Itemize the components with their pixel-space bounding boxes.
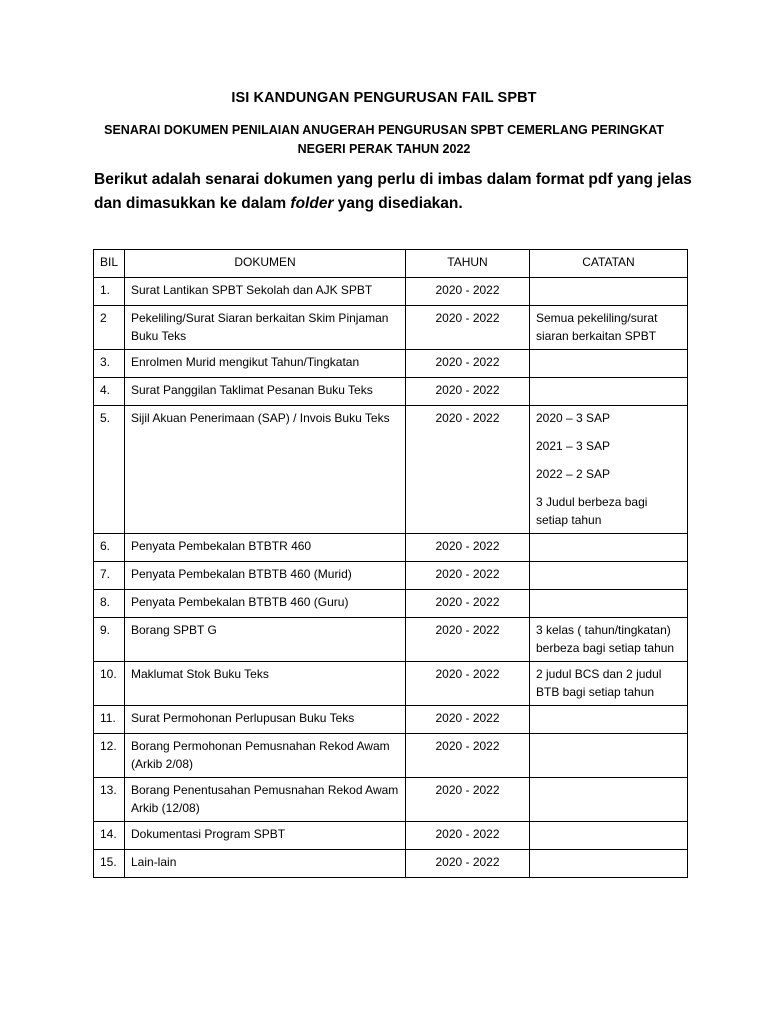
- cell-tahun: 2020 - 2022: [406, 734, 530, 778]
- table-row: [94, 562, 688, 590]
- cell-tahun: 2020 - 2022: [406, 278, 530, 306]
- cell-bil: 10.: [94, 662, 125, 706]
- intro-text-before: Berikut adalah senarai dokumen yang perlu di imbas dalam format pdf yang jelas dan dimasukkan ke dalam: [94, 171, 692, 212]
- cell-bil: 4.: [94, 378, 125, 406]
- document-title: ISI KANDUNGAN PENGURUSAN FAIL SPBT: [231, 90, 537, 106]
- cell-tahun: 2020 - 2022: [406, 306, 530, 350]
- catatan-note: 2020 – 3 SAP: [536, 411, 611, 425]
- table-row: [94, 850, 688, 878]
- table-row: [94, 406, 688, 534]
- cell-tahun: 2020 - 2022: [406, 590, 530, 618]
- cell-catatan: [530, 822, 688, 850]
- cell-dokumen: Maklumat Stok Buku Teks: [125, 662, 406, 706]
- cell-bil: 11.: [94, 706, 125, 734]
- cell-bil: 9.: [94, 618, 125, 662]
- cell-bil: 14.: [94, 822, 125, 850]
- cell-catatan: [530, 534, 688, 562]
- catatan-note: 3 kelas ( tahun/tingkatan) berbeza bagi setiap tahun: [536, 623, 675, 655]
- cell-catatan: [530, 706, 688, 734]
- cell-bil: 3.: [94, 350, 125, 378]
- cell-catatan: [530, 562, 688, 590]
- cell-tahun: 2020 - 2022: [406, 618, 530, 662]
- cell-bil: 12.: [94, 734, 125, 778]
- table-row: [94, 350, 688, 378]
- table-row: [94, 618, 688, 662]
- cell-catatan: [530, 378, 688, 406]
- cell-bil: 6.: [94, 534, 125, 562]
- cell-tahun: 2020 - 2022: [406, 562, 530, 590]
- header-bil: BIL: [94, 250, 125, 278]
- cell-catatan: [530, 618, 688, 662]
- cell-dokumen: Surat Lantikan SPBT Sekolah dan AJK SPBT: [125, 278, 406, 306]
- table-row: [94, 278, 688, 306]
- table-body: [94, 278, 688, 878]
- catatan-note: 2 judul BCS dan 2 judul BTB bagi setiap tahun: [536, 667, 662, 699]
- cell-bil: 2: [94, 306, 125, 350]
- cell-catatan: [530, 778, 688, 822]
- intro-emphasis: folder: [290, 195, 334, 212]
- header-tahun: TAHUN: [406, 250, 530, 278]
- intro-text-after: yang disediakan.: [333, 195, 463, 212]
- cell-dokumen: Borang Permohonan Pemusnahan Rekod Awam (Arkib 2/08): [125, 734, 406, 778]
- cell-dokumen: Lain-lain: [125, 850, 406, 878]
- cell-bil: 13.: [94, 778, 125, 822]
- cell-catatan: [530, 350, 688, 378]
- intro-paragraph: [94, 168, 694, 216]
- cell-catatan: [530, 278, 688, 306]
- table-row: [94, 822, 688, 850]
- cell-dokumen: Surat Permohonan Perlupusan Buku Teks: [125, 706, 406, 734]
- catatan-note: 3 Judul berbeza bagi setiap tahun: [536, 495, 648, 527]
- header-dokumen: DOKUMEN: [125, 250, 406, 278]
- catatan-note: 2022 – 2 SAP: [536, 467, 611, 481]
- table-row: [94, 778, 688, 822]
- cell-tahun: 2020 - 2022: [406, 778, 530, 822]
- table-row: [94, 662, 688, 706]
- cell-bil: 5.: [94, 406, 125, 534]
- cell-catatan: [530, 306, 688, 350]
- table-row: [94, 378, 688, 406]
- cell-tahun: 2020 - 2022: [406, 662, 530, 706]
- cell-catatan: [530, 590, 688, 618]
- cell-bil: 8.: [94, 590, 125, 618]
- subtitle-line-2: NEGERI PERAK TAHUN 2022: [297, 142, 471, 156]
- cell-dokumen: Surat Panggilan Taklimat Pesanan Buku Teks: [125, 378, 406, 406]
- document-table: [93, 249, 688, 878]
- table-header-row: [94, 250, 688, 278]
- table-row: [94, 306, 688, 350]
- cell-dokumen: Enrolmen Murid mengikut Tahun/Tingkatan: [125, 350, 406, 378]
- cell-tahun: 2020 - 2022: [406, 378, 530, 406]
- cell-tahun: 2020 - 2022: [406, 406, 530, 534]
- cell-tahun: 2020 - 2022: [406, 534, 530, 562]
- cell-bil: 15.: [94, 850, 125, 878]
- cell-dokumen: Borang Penentusahan Pemusnahan Rekod Awam Arkib (12/08): [125, 778, 406, 822]
- cell-dokumen: Penyata Pembekalan BTBTB 460 (Murid): [125, 562, 406, 590]
- catatan-note: 2021 – 3 SAP: [536, 439, 611, 453]
- document-subtitle: [80, 121, 688, 159]
- cell-tahun: 2020 - 2022: [406, 850, 530, 878]
- table-row: [94, 734, 688, 778]
- cell-dokumen: Borang SPBT G: [125, 618, 406, 662]
- cell-catatan: [530, 734, 688, 778]
- cell-dokumen: Pekeliling/Surat Siaran berkaitan Skim Pinjaman Buku Teks: [125, 306, 406, 350]
- cell-dokumen: Dokumentasi Program SPBT: [125, 822, 406, 850]
- cell-bil: 7.: [94, 562, 125, 590]
- header-catatan: CATATAN: [530, 250, 688, 278]
- cell-catatan: [530, 850, 688, 878]
- cell-tahun: 2020 - 2022: [406, 350, 530, 378]
- cell-catatan: [530, 662, 688, 706]
- subtitle-line-1: SENARAI DOKUMEN PENILAIAN ANUGERAH PENGURUSAN SPBT CEMERLANG PERINGKAT: [104, 123, 664, 137]
- table-row: [94, 590, 688, 618]
- table-row: [94, 706, 688, 734]
- cell-bil: 1.: [94, 278, 125, 306]
- cell-catatan: [530, 406, 688, 534]
- cell-dokumen: Penyata Pembekalan BTBTB 460 (Guru): [125, 590, 406, 618]
- cell-dokumen: Penyata Pembekalan BTBTR 460: [125, 534, 406, 562]
- cell-tahun: 2020 - 2022: [406, 822, 530, 850]
- cell-tahun: 2020 - 2022: [406, 706, 530, 734]
- table-row: [94, 534, 688, 562]
- cell-dokumen: Sijil Akuan Penerimaan (SAP) / Invois Buku Teks: [125, 406, 406, 534]
- catatan-note: Semua pekeliling/surat siaran berkaitan SPBT: [536, 311, 658, 343]
